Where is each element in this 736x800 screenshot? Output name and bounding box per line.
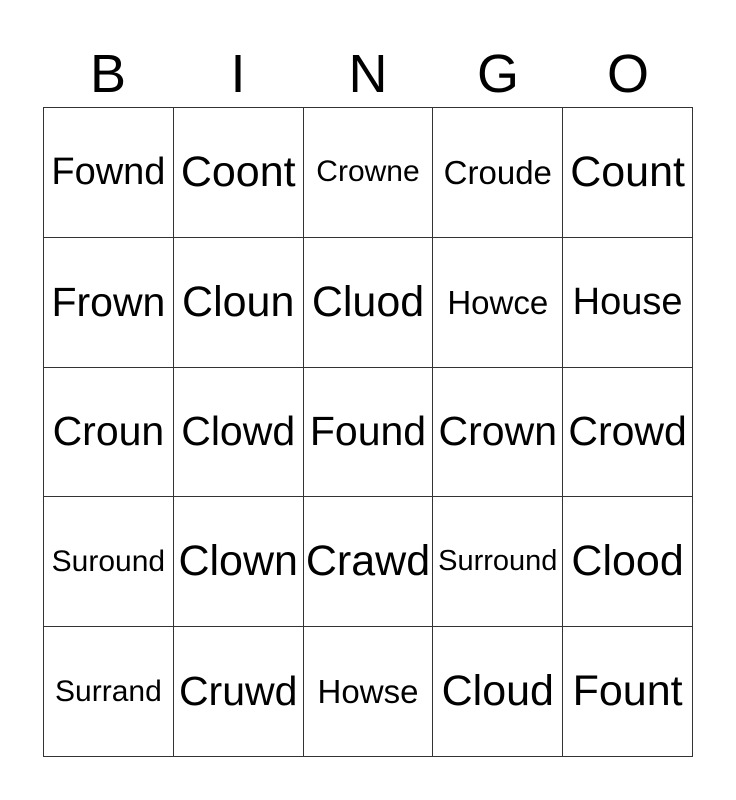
cell-word: Croude [443,153,552,191]
header-letter-g: G [476,44,519,104]
bingo-cell[interactable] [563,497,693,627]
bingo-cell[interactable] [304,368,434,498]
cell-word: Cluod [311,277,425,326]
bingo-cell[interactable] [433,238,563,368]
bingo-cell[interactable] [44,238,174,368]
bingo-cell[interactable] [433,108,563,238]
bingo-cell[interactable] [433,497,563,627]
cell-word: Clood [571,537,684,586]
bingo-cell[interactable] [563,108,693,238]
bingo-cell[interactable] [563,627,693,757]
header-letter-i: I [230,44,246,104]
cell-word: Surround [438,545,558,578]
bingo-cell[interactable] [304,627,434,757]
cell-word: Cloud [441,667,554,716]
header-letter-b: B [89,44,127,104]
bingo-cell[interactable] [174,497,304,627]
cell-word: Croun [52,408,165,455]
cell-word: Frown [51,278,166,325]
bingo-cell[interactable] [304,108,434,238]
cell-word: Fownd [51,151,166,194]
bingo-cell[interactable] [433,368,563,498]
cell-word: Surrand [55,674,162,708]
cell-word: Clowd [181,408,296,455]
cell-word: Cruwd [178,668,298,715]
cell-word: Suround [51,544,166,578]
cell-word: Clown [178,537,298,586]
bingo-cell[interactable] [174,627,304,757]
bingo-cell[interactable] [44,108,174,238]
cell-word: Crowne [316,155,420,189]
header-letter-n: N [348,44,388,104]
bingo-cell[interactable] [44,368,174,498]
bingo-cell[interactable] [433,627,563,757]
cell-word: House [572,281,683,324]
cell-word: Count [570,147,685,196]
cell-word: Crown [438,408,558,455]
bingo-cell[interactable] [174,108,304,238]
cell-word: Fount [572,667,683,716]
bingo-board [43,107,693,757]
cell-word: Coont [180,147,296,196]
header-letter-o: O [606,44,649,104]
cell-word: Crowd [568,408,687,455]
bingo-cell[interactable] [563,368,693,498]
bingo-cell[interactable] [174,368,304,498]
bingo-cell[interactable] [304,238,434,368]
bingo-cell[interactable] [563,238,693,368]
cell-word: Howce [447,283,549,321]
bingo-cell[interactable] [44,627,174,757]
cell-word: Howse [317,673,419,711]
cell-word: Cloun [182,277,295,326]
cell-word: Crawd [305,537,431,586]
bingo-header [43,40,693,108]
bingo-cell[interactable] [174,238,304,368]
bingo-cell[interactable] [44,497,174,627]
bingo-cell[interactable] [304,497,434,627]
cell-word: Found [309,408,427,455]
